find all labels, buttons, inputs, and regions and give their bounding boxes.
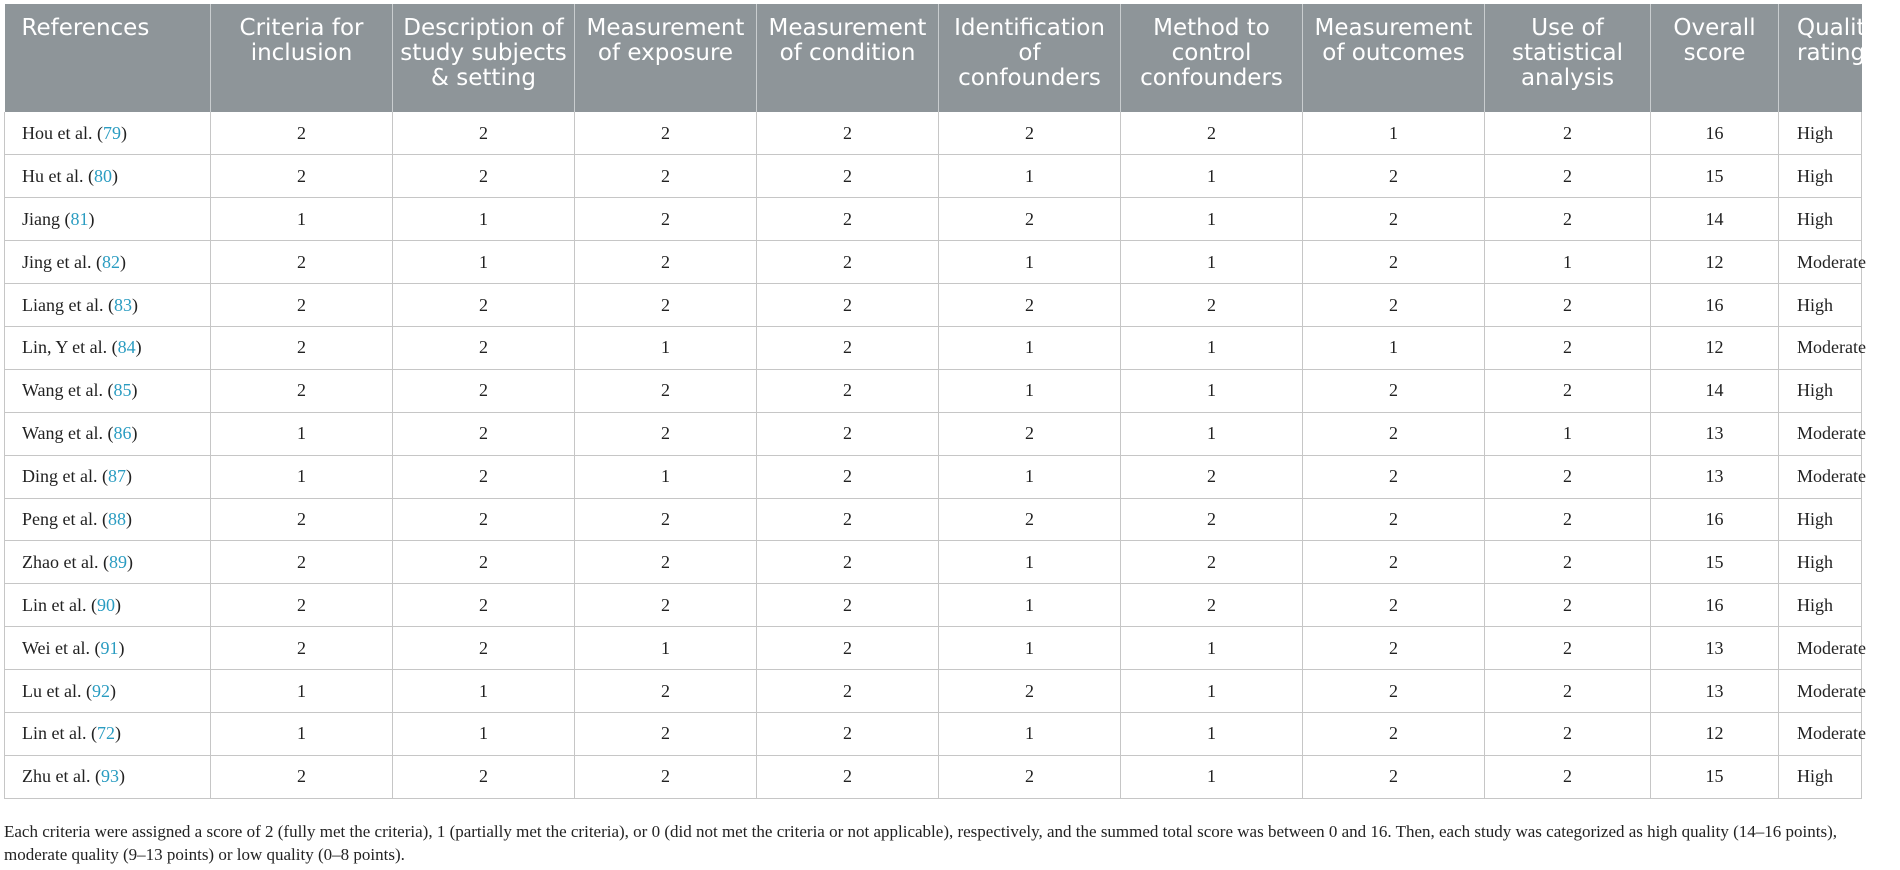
- score-cell-method-to-control-confounders: 1: [1121, 670, 1303, 713]
- score-cell-identification-of-confounders: 2: [939, 112, 1121, 155]
- reference-citation-link[interactable]: 83: [113, 294, 132, 315]
- score-cell-criteria-for-inclusion: 2: [211, 498, 393, 541]
- overall-score-cell: 12: [1651, 326, 1779, 369]
- overall-score-cell: 15: [1651, 541, 1779, 584]
- score-cell-use-of-statistical-analysis: 2: [1485, 112, 1651, 155]
- score-cell-identification-of-confounders: 2: [939, 284, 1121, 327]
- column-header-method-to-control-confounders: Method to control confounders: [1121, 4, 1303, 112]
- score-cell-use-of-statistical-analysis: 2: [1485, 670, 1651, 713]
- score-cell-measurement-of-exposure: 2: [575, 112, 757, 155]
- score-cell-identification-of-confounders: 1: [939, 241, 1121, 284]
- column-header-use-of-statistical-analysis: Use of statistical analysis: [1485, 4, 1651, 112]
- quality-rating-cell: Moderate: [1779, 712, 1862, 755]
- reference-cell: Ding et al. (87): [5, 455, 211, 498]
- score-cell-measurement-of-exposure: 2: [575, 755, 757, 798]
- score-cell-description-of-subjects: 1: [393, 198, 575, 241]
- reference-citation-link[interactable]: 91: [100, 637, 119, 658]
- score-cell-measurement-of-outcomes: 2: [1303, 541, 1485, 584]
- reference-author: Hou et al.: [22, 122, 93, 143]
- score-cell-measurement-of-outcomes: 2: [1303, 369, 1485, 412]
- reference-citation-link[interactable]: 87: [107, 466, 126, 487]
- score-cell-use-of-statistical-analysis: 2: [1485, 326, 1651, 369]
- score-cell-description-of-subjects: 2: [393, 498, 575, 541]
- quality-rating-cell: High: [1779, 284, 1862, 327]
- score-cell-method-to-control-confounders: 2: [1121, 455, 1303, 498]
- score-cell-use-of-statistical-analysis: 2: [1485, 155, 1651, 198]
- reference-author: Lu et al.: [22, 680, 82, 701]
- score-cell-measurement-of-outcomes: 2: [1303, 155, 1485, 198]
- reference-cell: Hou et al. (79): [5, 112, 211, 155]
- score-cell-use-of-statistical-analysis: 2: [1485, 541, 1651, 584]
- score-cell-criteria-for-inclusion: 2: [211, 584, 393, 627]
- quality-assessment-table: [4, 4, 1880, 799]
- score-cell-method-to-control-confounders: 1: [1121, 712, 1303, 755]
- table-body: [5, 112, 1866, 798]
- score-cell-use-of-statistical-analysis: 2: [1485, 584, 1651, 627]
- reference-cell: Liang et al. (83): [5, 284, 211, 327]
- reference-author: Jiang: [22, 208, 60, 229]
- score-cell-measurement-of-exposure: 2: [575, 284, 757, 327]
- reference-author: Wei et al.: [22, 637, 91, 658]
- reference-citation-link[interactable]: 84: [117, 337, 136, 358]
- reference-citation-link[interactable]: 85: [113, 380, 132, 401]
- score-cell-measurement-of-condition: 2: [757, 627, 939, 670]
- quality-rating-cell: High: [1779, 198, 1862, 241]
- overall-score-cell: 15: [1651, 155, 1779, 198]
- score-cell-measurement-of-condition: 2: [757, 198, 939, 241]
- score-cell-identification-of-confounders: 1: [939, 326, 1121, 369]
- reference-citation-link[interactable]: 86: [113, 423, 132, 444]
- table-row: [5, 755, 1862, 798]
- score-cell-criteria-for-inclusion: 2: [211, 284, 393, 327]
- quality-rating-cell: High: [1779, 112, 1862, 155]
- reference-cell: Lu et al. (92): [5, 670, 211, 713]
- score-cell-measurement-of-exposure: 2: [575, 541, 757, 584]
- reference-cell: Wang et al. (85): [5, 369, 211, 412]
- score-cell-method-to-control-confounders: 1: [1121, 412, 1303, 455]
- column-header-criteria-for-inclusion: Criteria for inclusion: [211, 4, 393, 112]
- score-cell-method-to-control-confounders: 1: [1121, 326, 1303, 369]
- score-cell-use-of-statistical-analysis: 2: [1485, 198, 1651, 241]
- reference-citation-link[interactable]: 88: [107, 508, 126, 529]
- score-cell-measurement-of-exposure: 1: [575, 326, 757, 369]
- quality-rating-cell: Moderate: [1779, 455, 1862, 498]
- column-header-quality-rating: Quality rating: [1779, 4, 1862, 112]
- score-cell-measurement-of-condition: 2: [757, 284, 939, 327]
- score-cell-measurement-of-condition: 2: [757, 369, 939, 412]
- score-cell-measurement-of-condition: 2: [757, 541, 939, 584]
- score-cell-measurement-of-outcomes: 2: [1303, 755, 1485, 798]
- score-cell-measurement-of-outcomes: 2: [1303, 412, 1485, 455]
- score-cell-description-of-subjects: 2: [393, 284, 575, 327]
- quality-rating-cell: High: [1779, 369, 1862, 412]
- score-cell-measurement-of-exposure: 2: [575, 155, 757, 198]
- overall-score-cell: 15: [1651, 755, 1779, 798]
- score-cell-measurement-of-outcomes: 2: [1303, 712, 1485, 755]
- reference-citation-link[interactable]: 80: [93, 165, 112, 186]
- score-cell-description-of-subjects: 1: [393, 241, 575, 284]
- score-cell-measurement-of-outcomes: 2: [1303, 455, 1485, 498]
- reference-author: Lin et al.: [22, 723, 87, 744]
- column-header-measurement-of-exposure: Measurement of exposure: [575, 4, 757, 112]
- reference-author: Wang et al.: [22, 423, 104, 444]
- score-cell-measurement-of-outcomes: 1: [1303, 112, 1485, 155]
- reference-citation-link[interactable]: 92: [91, 680, 110, 701]
- table-row: [5, 241, 1862, 284]
- reference-cell: Zhao et al. (89): [5, 541, 211, 584]
- score-cell-measurement-of-outcomes: 2: [1303, 241, 1485, 284]
- score-cell-criteria-for-inclusion: 2: [211, 541, 393, 584]
- overall-score-cell: 13: [1651, 670, 1779, 713]
- column-header-measurement-of-outcomes: Measurement of outcomes: [1303, 4, 1485, 112]
- score-cell-use-of-statistical-analysis: 2: [1485, 498, 1651, 541]
- overall-score-cell: 14: [1651, 369, 1779, 412]
- score-cell-description-of-subjects: 2: [393, 112, 575, 155]
- overall-score-cell: 12: [1651, 241, 1779, 284]
- quality-rating-cell: Moderate: [1779, 241, 1862, 284]
- score-cell-measurement-of-exposure: 2: [575, 241, 757, 284]
- score-cell-measurement-of-exposure: 1: [575, 455, 757, 498]
- table-row: [5, 369, 1862, 412]
- table-row: [5, 326, 1862, 369]
- score-cell-description-of-subjects: 2: [393, 412, 575, 455]
- table-row: [5, 412, 1862, 455]
- reference-cell: Jiang (81): [5, 198, 211, 241]
- score-cell-description-of-subjects: 2: [393, 541, 575, 584]
- score-cell-measurement-of-exposure: 2: [575, 369, 757, 412]
- score-cell-description-of-subjects: 1: [393, 712, 575, 755]
- column-header-references: References: [5, 4, 211, 112]
- overall-score-cell: 16: [1651, 584, 1779, 627]
- score-cell-method-to-control-confounders: 1: [1121, 755, 1303, 798]
- table-row: [5, 670, 1862, 713]
- reference-cell: Wei et al. (91): [5, 627, 211, 670]
- score-cell-use-of-statistical-analysis: 2: [1485, 712, 1651, 755]
- score-cell-method-to-control-confounders: 2: [1121, 584, 1303, 627]
- overall-score-cell: 13: [1651, 455, 1779, 498]
- score-cell-measurement-of-outcomes: 2: [1303, 670, 1485, 713]
- quality-rating-cell: High: [1779, 755, 1862, 798]
- reference-author: Jing et al.: [22, 251, 92, 272]
- score-cell-criteria-for-inclusion: 2: [211, 627, 393, 670]
- score-cell-use-of-statistical-analysis: 2: [1485, 284, 1651, 327]
- quality-rating-cell: Moderate: [1779, 412, 1862, 455]
- score-cell-measurement-of-condition: 2: [757, 584, 939, 627]
- reference-cell: Zhu et al. (93): [5, 755, 211, 798]
- score-cell-criteria-for-inclusion: 2: [211, 241, 393, 284]
- score-cell-measurement-of-condition: 2: [757, 112, 939, 155]
- table-row: [5, 541, 1862, 584]
- reference-author: Wang et al.: [22, 380, 104, 401]
- overall-score-cell: 16: [1651, 112, 1779, 155]
- column-header-description-of-subjects: Description of study subjects & setting: [393, 4, 575, 112]
- reference-citation-link[interactable]: 79: [102, 122, 121, 143]
- reference-author: Hu et al.: [22, 165, 84, 186]
- score-cell-use-of-statistical-analysis: 2: [1485, 755, 1651, 798]
- score-cell-identification-of-confounders: 2: [939, 755, 1121, 798]
- table-footnote: Each criteria were assigned a score of 2 (fully met the criteria), 1 (partially met the criteria), or 0 (did not met the criteria or not applicable), respectively, and the summed total score was between 0 and 16. Then, each study was categorized as high quality (14–16 points), moderate quality (9–13 points) or low quality (0–8 points).: [4, 822, 1837, 864]
- score-cell-identification-of-confounders: 1: [939, 155, 1121, 198]
- score-cell-measurement-of-exposure: 1: [575, 627, 757, 670]
- table-header-row: [5, 4, 1862, 112]
- column-header-identification-of-confounders: Identification of confounders: [939, 4, 1121, 112]
- score-cell-use-of-statistical-analysis: 2: [1485, 627, 1651, 670]
- score-cell-identification-of-confounders: 1: [939, 712, 1121, 755]
- quality-assessment-table-container: [4, 4, 1880, 799]
- quality-rating-cell: Moderate: [1779, 670, 1862, 713]
- score-cell-criteria-for-inclusion: 1: [211, 712, 393, 755]
- score-cell-identification-of-confounders: 2: [939, 498, 1121, 541]
- score-cell-identification-of-confounders: 1: [939, 369, 1121, 412]
- score-cell-identification-of-confounders: 2: [939, 198, 1121, 241]
- score-cell-criteria-for-inclusion: 2: [211, 755, 393, 798]
- score-cell-description-of-subjects: 2: [393, 755, 575, 798]
- score-cell-measurement-of-exposure: 2: [575, 670, 757, 713]
- score-cell-measurement-of-outcomes: 2: [1303, 584, 1485, 627]
- score-cell-measurement-of-condition: 2: [757, 155, 939, 198]
- reference-author: Ding et al.: [22, 466, 98, 487]
- quality-rating-cell: High: [1779, 541, 1862, 584]
- score-cell-identification-of-confounders: 1: [939, 541, 1121, 584]
- score-cell-measurement-of-condition: 2: [757, 498, 939, 541]
- reference-cell: Peng et al. (88): [5, 498, 211, 541]
- score-cell-method-to-control-confounders: 2: [1121, 284, 1303, 327]
- quality-rating-cell: High: [1779, 584, 1862, 627]
- reference-cell: Wang et al. (86): [5, 412, 211, 455]
- reference-author: Zhao et al.: [22, 551, 99, 572]
- score-cell-criteria-for-inclusion: 2: [211, 369, 393, 412]
- score-cell-criteria-for-inclusion: 1: [211, 670, 393, 713]
- table-row: [5, 627, 1862, 670]
- reference-citation-link[interactable]: 93: [100, 766, 119, 787]
- score-cell-measurement-of-outcomes: 2: [1303, 498, 1485, 541]
- score-cell-description-of-subjects: 2: [393, 326, 575, 369]
- score-cell-use-of-statistical-analysis: 1: [1485, 241, 1651, 284]
- table-row: [5, 455, 1862, 498]
- column-header-measurement-of-condition: Measurement of condition: [757, 4, 939, 112]
- score-cell-use-of-statistical-analysis: 1: [1485, 412, 1651, 455]
- quality-rating-cell: High: [1779, 155, 1862, 198]
- reference-cell: Lin, Y et al. (84): [5, 326, 211, 369]
- overall-score-cell: 14: [1651, 198, 1779, 241]
- score-cell-method-to-control-confounders: 1: [1121, 369, 1303, 412]
- score-cell-criteria-for-inclusion: 1: [211, 412, 393, 455]
- reference-author: Peng et al.: [22, 508, 98, 529]
- score-cell-measurement-of-exposure: 2: [575, 712, 757, 755]
- reference-cell: Lin et al. (90): [5, 584, 211, 627]
- reference-cell: Jing et al. (82): [5, 241, 211, 284]
- reference-author: Zhu et al.: [22, 766, 91, 787]
- score-cell-measurement-of-outcomes: 2: [1303, 198, 1485, 241]
- score-cell-measurement-of-outcomes: 2: [1303, 284, 1485, 327]
- score-cell-method-to-control-confounders: 1: [1121, 155, 1303, 198]
- reference-author: Lin, Y et al.: [22, 337, 108, 358]
- score-cell-measurement-of-condition: 2: [757, 712, 939, 755]
- overall-score-cell: 13: [1651, 412, 1779, 455]
- table-row: [5, 198, 1862, 241]
- score-cell-criteria-for-inclusion: 1: [211, 198, 393, 241]
- score-cell-measurement-of-exposure: 2: [575, 498, 757, 541]
- reference-citation-link[interactable]: 72: [96, 723, 115, 744]
- score-cell-criteria-for-inclusion: 1: [211, 455, 393, 498]
- table-row: [5, 584, 1862, 627]
- score-cell-measurement-of-exposure: 2: [575, 584, 757, 627]
- score-cell-criteria-for-inclusion: 2: [211, 155, 393, 198]
- overall-score-cell: 13: [1651, 627, 1779, 670]
- table-row: [5, 498, 1862, 541]
- score-cell-description-of-subjects: 2: [393, 155, 575, 198]
- quality-rating-cell: High: [1779, 498, 1862, 541]
- score-cell-identification-of-confounders: 1: [939, 455, 1121, 498]
- score-cell-description-of-subjects: 2: [393, 584, 575, 627]
- score-cell-identification-of-confounders: 1: [939, 627, 1121, 670]
- overall-score-cell: 16: [1651, 498, 1779, 541]
- score-cell-identification-of-confounders: 2: [939, 670, 1121, 713]
- score-cell-method-to-control-confounders: 1: [1121, 241, 1303, 284]
- score-cell-description-of-subjects: 2: [393, 627, 575, 670]
- score-cell-method-to-control-confounders: 2: [1121, 498, 1303, 541]
- score-cell-description-of-subjects: 2: [393, 369, 575, 412]
- score-cell-measurement-of-exposure: 2: [575, 412, 757, 455]
- score-cell-method-to-control-confounders: 1: [1121, 198, 1303, 241]
- score-cell-measurement-of-condition: 2: [757, 755, 939, 798]
- score-cell-use-of-statistical-analysis: 2: [1485, 369, 1651, 412]
- score-cell-measurement-of-exposure: 2: [575, 198, 757, 241]
- score-cell-method-to-control-confounders: 2: [1121, 112, 1303, 155]
- reference-author: Liang et al.: [22, 294, 104, 315]
- score-cell-identification-of-confounders: 2: [939, 412, 1121, 455]
- reference-cell: Lin et al. (72): [5, 712, 211, 755]
- reference-citation-link[interactable]: 82: [102, 251, 120, 272]
- score-cell-identification-of-confounders: 1: [939, 584, 1121, 627]
- score-cell-measurement-of-outcomes: 1: [1303, 326, 1485, 369]
- column-header-overall-score: Overall score: [1651, 4, 1779, 112]
- score-cell-measurement-of-condition: 2: [757, 455, 939, 498]
- quality-rating-cell: Moderate: [1779, 326, 1862, 369]
- score-cell-measurement-of-condition: 2: [757, 241, 939, 284]
- table-row: [5, 155, 1862, 198]
- score-cell-criteria-for-inclusion: 2: [211, 112, 393, 155]
- score-cell-measurement-of-condition: 2: [757, 670, 939, 713]
- table-row: [5, 284, 1862, 327]
- quality-rating-cell: Moderate: [1779, 627, 1862, 670]
- score-cell-measurement-of-condition: 2: [757, 326, 939, 369]
- score-cell-method-to-control-confounders: 2: [1121, 541, 1303, 584]
- score-cell-method-to-control-confounders: 1: [1121, 627, 1303, 670]
- table-row: [5, 712, 1862, 755]
- overall-score-cell: 16: [1651, 284, 1779, 327]
- score-cell-measurement-of-condition: 2: [757, 412, 939, 455]
- reference-cell: Hu et al. (80): [5, 155, 211, 198]
- score-cell-measurement-of-outcomes: 2: [1303, 627, 1485, 670]
- reference-citation-link[interactable]: 81: [70, 208, 89, 229]
- table-row: [5, 112, 1862, 155]
- score-cell-description-of-subjects: 1: [393, 670, 575, 713]
- reference-author: Lin et al.: [22, 594, 87, 615]
- score-cell-description-of-subjects: 2: [393, 455, 575, 498]
- reference-citation-link[interactable]: 89: [108, 551, 127, 572]
- score-cell-use-of-statistical-analysis: 2: [1485, 455, 1651, 498]
- score-cell-criteria-for-inclusion: 2: [211, 326, 393, 369]
- reference-citation-link[interactable]: 90: [96, 594, 115, 615]
- overall-score-cell: 12: [1651, 712, 1779, 755]
